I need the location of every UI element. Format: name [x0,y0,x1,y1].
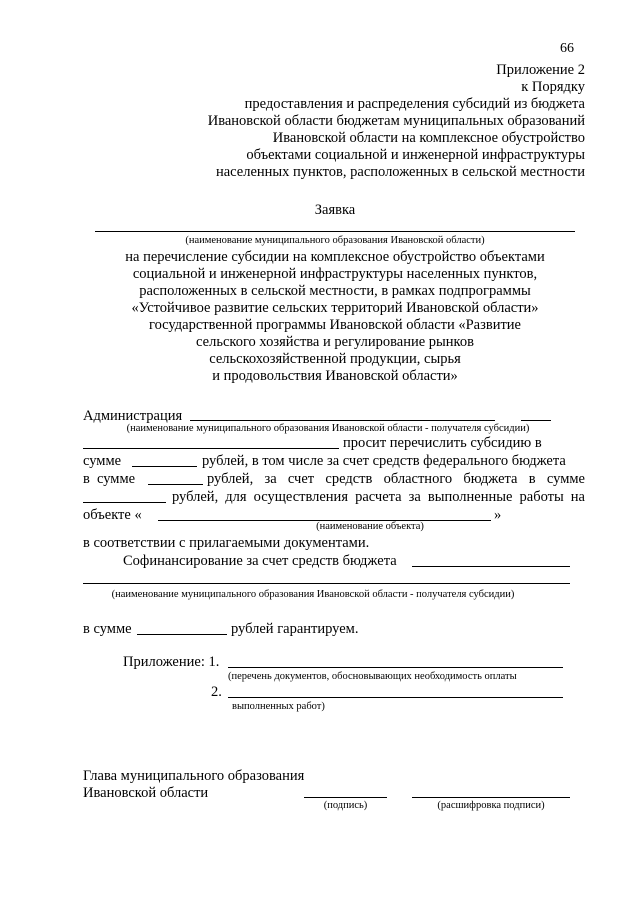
appendix-header-line: к Порядку [521,79,585,95]
caption-sign: (подпись) [323,800,368,811]
cofinancing-fill-line [412,566,570,567]
federal-sum-fill-line [148,484,203,485]
caption-municipality: (наименование муниципального образования Ивановской области) [185,235,485,246]
attachment-2-fill-line [228,697,563,698]
cofinancing-recipient-line [83,583,570,584]
appendix-header-line: Приложение 2 [496,62,585,78]
purpose-line: государственной программы Ивановской области «Развитие [148,317,521,333]
attachment-1-fill-line [228,667,563,668]
appendix-header [150,62,585,181]
administration-fill-line-end [521,420,551,421]
sum-word-2: сумме [97,471,136,487]
purpose-line: и продовольствия Ивановской области» [212,368,458,384]
administration-label: Администрация [83,408,183,424]
regional-text: рублей, за счет средств областного бюджета в сумме [207,471,585,487]
caption-works: выполненных работ) [232,701,325,712]
appendix-header-line: предоставления и распределения субсидий из бюджета [244,96,585,112]
purpose-line: социальной и инженерной инфраструктуры населенных пунктов, [132,266,538,282]
sum-fill-line [132,466,197,467]
in-word: в [83,471,90,487]
purpose-line: «Устойчивое развитие сельских территорий Ивановской области» [131,300,539,316]
object-close-quote: » [494,507,502,523]
document-title: Заявка [314,202,356,218]
purpose-line: на перечисление субсидии на комплексное обустройство объектами [125,249,545,265]
appendix-header-line: населенных пунктов, расположенных в сельской местности [215,164,585,180]
appendix-header-line: Ивановской области бюджетам муниципальных образований [207,113,585,129]
in-sum-text: в сумме [83,621,132,637]
head-title-line2: Ивановской области [83,785,209,801]
appendix-header-line: Ивановской области на комплексное обустройство [272,130,585,146]
accordance-text: в соответствии с прилагаемыми документами. [83,535,370,551]
regional-sum-fill-line [83,502,166,503]
caption-recipient: (наименование муниципального образования Ивановской области - получателя субсидии) [126,423,530,434]
sum-word: сумме [83,453,122,469]
purpose-line: расположенных в сельской местности, в рамках подпрограммы [139,283,531,299]
signature-fill-line [304,797,387,798]
guarantee-text: рублей гарантируем. [231,621,359,637]
signature-decode-fill-line [412,797,570,798]
appendix-header-line: объектами социальной и инженерной инфраструктуры [246,147,585,163]
caption-docs: (перечень документов, обосновывающих необходимость оплаты [228,671,517,682]
caption-recipient-2: (наименование муниципального образования Ивановской области - получателя субсидии) [111,589,515,600]
recipient-fill-line [83,448,339,449]
caption-decode: (расшифровка подписи) [437,800,545,811]
purpose-line: сельскохозяйственной продукции, сырья [209,351,461,367]
municipality-fill-line [95,231,575,232]
incl-federal-text: рублей, в том числе за счет средств федерального бюджета [202,453,566,469]
asks-transfer-text: просит перечислить субсидию в [343,435,542,451]
purpose-line: сельского хозяйства и регулирование рынков [196,334,474,350]
guarantee-sum-fill-line [137,634,227,635]
administration-fill-line [190,420,495,421]
purpose-block [60,249,610,385]
caption-object: (наименование объекта) [316,521,424,532]
attachment-2-number: 2. [211,684,222,700]
rub-works-text: рублей, для осуществления расчета за выполненные работы на [172,489,585,505]
attachments-label: Приложение: 1. [123,654,220,670]
head-title-line1: Глава муниципального образования [83,768,305,784]
cofinancing-text: Софинансирование за счет средств бюджета [123,553,397,569]
object-word: объекте « [83,507,142,523]
page-number: 66 [560,41,574,56]
